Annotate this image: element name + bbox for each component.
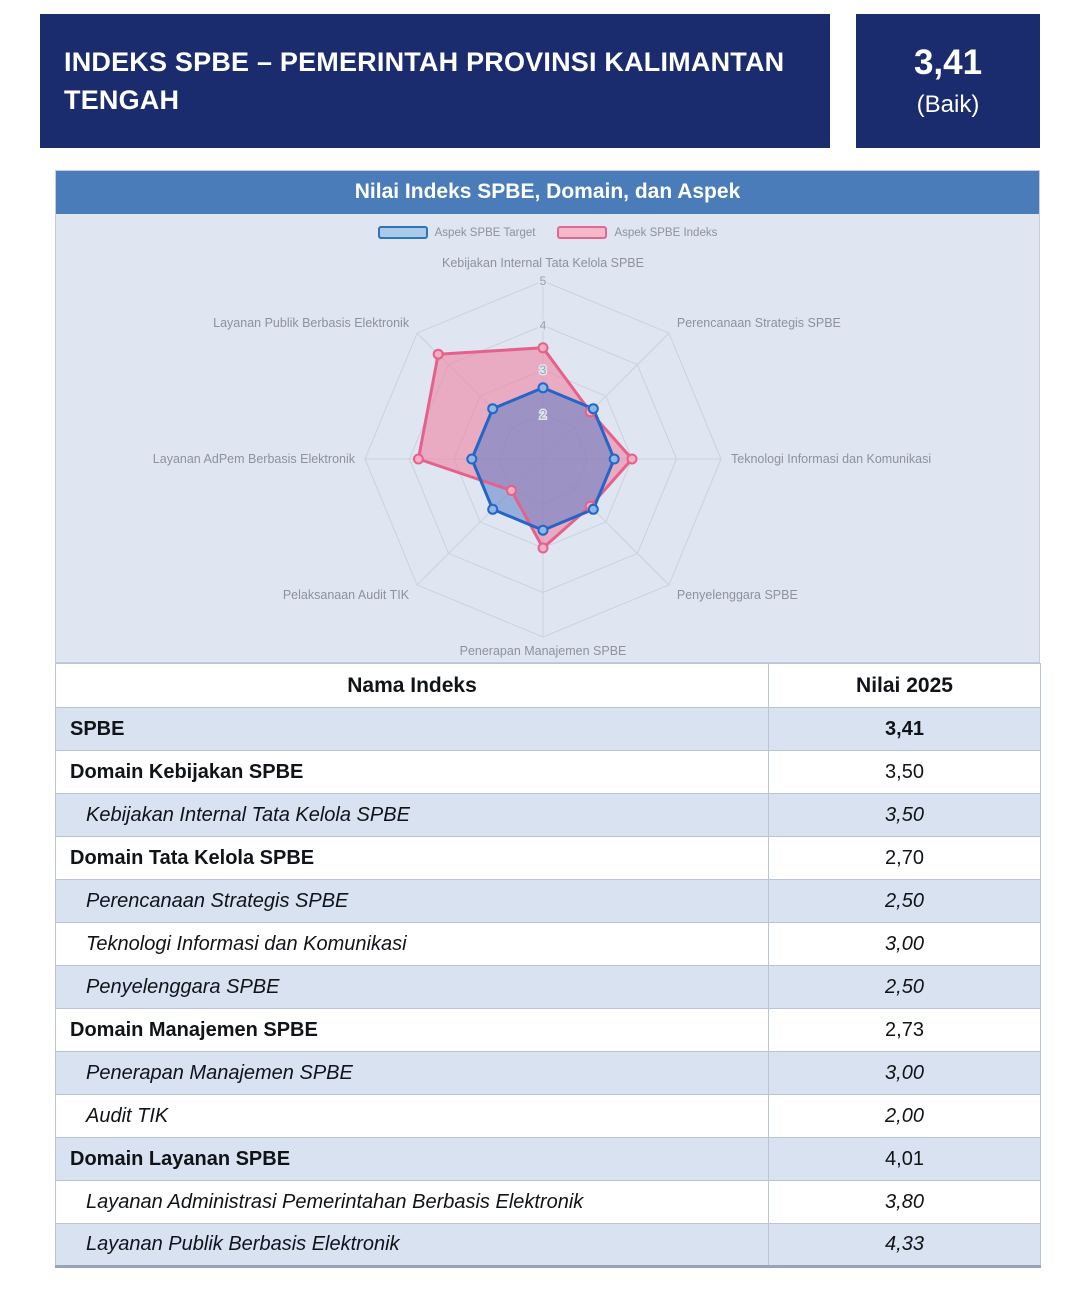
axis-label: Teknologi Informasi dan Komunikasi xyxy=(731,452,932,466)
page-title: INDEKS SPBE – PEMERINTAH PROVINSI KALIMANTAN TENGAH xyxy=(64,46,785,115)
index-value-cell: 3,00 xyxy=(769,923,1041,966)
data-point xyxy=(467,455,476,464)
index-name-cell: Perencanaan Strategis SPBE xyxy=(56,880,769,923)
axis-label: Penerapan Manajemen SPBE xyxy=(459,644,627,658)
axis-label: Kebijakan Internal Tata Kelola SPBE xyxy=(442,256,644,270)
svg-text:2: 2 xyxy=(539,407,547,422)
axis-label: Pelaksanaan Audit TIK xyxy=(282,587,410,602)
report-title-box xyxy=(40,14,830,148)
svg-text:4: 4 xyxy=(539,318,547,333)
legend-swatch-indeks xyxy=(557,226,607,239)
data-point xyxy=(539,343,548,352)
index-name-cell: Penyelenggara SPBE xyxy=(56,966,769,1009)
table-row xyxy=(56,837,1041,880)
index-name-cell: Layanan Administrasi Pemerintahan Berbasis Elektronik xyxy=(56,1181,769,1224)
index-name-cell: SPBE xyxy=(56,708,769,751)
table-row xyxy=(56,1224,1041,1267)
data-point xyxy=(539,383,548,392)
table-header-row xyxy=(56,664,1041,708)
radar-chart xyxy=(56,214,1041,662)
index-name-cell: Domain Tata Kelola SPBE xyxy=(56,837,769,880)
data-point xyxy=(434,350,443,359)
axis-label: Perencanaan Strategis SPBE xyxy=(676,316,841,331)
legend-swatch-target xyxy=(378,226,428,239)
index-value-cell: 3,50 xyxy=(769,794,1041,837)
chart-title: Nilai Indeks SPBE, Domain, dan Aspek xyxy=(56,171,1039,214)
legend-item xyxy=(378,226,536,239)
index-value-cell: 3,50 xyxy=(769,751,1041,794)
table-row xyxy=(56,1052,1041,1095)
index-name-cell: Penerapan Manajemen SPBE xyxy=(56,1052,769,1095)
index-value-cell: 2,70 xyxy=(769,837,1041,880)
column-header-nama-indeks: Nama Indeks xyxy=(56,664,769,708)
data-point xyxy=(628,455,637,464)
index-name-cell: Layanan Publik Berbasis Elektronik xyxy=(56,1224,769,1267)
overall-score-value: 3,41 xyxy=(913,43,983,82)
index-value-cell: 4,33 xyxy=(769,1224,1041,1267)
overall-score-category: (Baik) xyxy=(916,91,980,118)
data-point xyxy=(589,505,598,514)
table-row xyxy=(56,966,1041,1009)
table-row xyxy=(56,880,1041,923)
index-value-cell: 4,01 xyxy=(769,1138,1041,1181)
table-row xyxy=(56,1009,1041,1052)
data-point xyxy=(539,544,548,553)
index-name-cell: Audit TIK xyxy=(56,1095,769,1138)
index-value-cell: 2,50 xyxy=(769,966,1041,1009)
data-point xyxy=(507,486,516,495)
data-point xyxy=(589,404,598,413)
index-value-cell: 3,41 xyxy=(769,708,1041,751)
data-point xyxy=(610,455,619,464)
legend-label: Aspek SPBE Indeks xyxy=(614,226,718,239)
data-point xyxy=(488,505,497,514)
index-value-cell: 2,00 xyxy=(769,1095,1041,1138)
data-point xyxy=(414,455,423,464)
overall-score-box xyxy=(856,14,1040,148)
axis-label: Penyelenggara SPBE xyxy=(676,587,798,602)
index-name-cell: Teknologi Informasi dan Komunikasi xyxy=(56,923,769,966)
index-value-cell: 2,73 xyxy=(769,1009,1041,1052)
radar-chart-area xyxy=(56,214,1039,662)
table-row xyxy=(56,751,1041,794)
svg-text:3: 3 xyxy=(539,363,547,377)
legend-label: Aspek SPBE Target xyxy=(434,226,536,239)
index-name-cell: Domain Manajemen SPBE xyxy=(56,1009,769,1052)
table-row xyxy=(56,1095,1041,1138)
axis-label: Layanan Publik Berbasis Elektronik xyxy=(213,316,410,331)
index-name-cell: Domain Layanan SPBE xyxy=(56,1138,769,1181)
table-row xyxy=(56,1181,1041,1224)
legend-item xyxy=(557,226,717,239)
table-row xyxy=(56,923,1041,966)
page-header xyxy=(40,14,1040,148)
axis-label: Layanan AdPem Berbasis Elektronik xyxy=(152,452,355,466)
index-value-cell: 2,50 xyxy=(769,880,1041,923)
index-name-cell: Domain Kebijakan SPBE xyxy=(56,751,769,794)
svg-text:5: 5 xyxy=(539,274,547,288)
table-row xyxy=(56,708,1041,751)
table-row xyxy=(56,794,1041,837)
data-point xyxy=(488,404,497,413)
radar-panel xyxy=(55,170,1040,663)
index-value-cell: 3,80 xyxy=(769,1181,1041,1224)
index-table xyxy=(55,663,1041,1268)
index-value-cell: 3,00 xyxy=(769,1052,1041,1095)
index-name-cell: Kebijakan Internal Tata Kelola SPBE xyxy=(56,794,769,837)
chart-legend xyxy=(56,226,1039,239)
table-body xyxy=(56,708,1041,1267)
table-row xyxy=(56,1138,1041,1181)
column-header-nilai-2025: Nilai 2025 xyxy=(769,664,1041,708)
data-point xyxy=(539,526,548,535)
